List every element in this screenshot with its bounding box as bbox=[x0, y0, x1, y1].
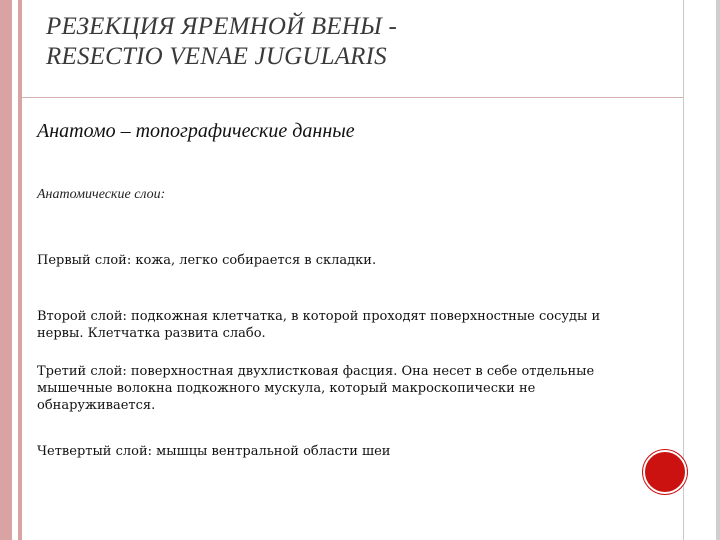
title-divider bbox=[22, 97, 683, 98]
slide-title-line-2: RESECTIO VENAE JUGULARIS bbox=[46, 43, 387, 70]
slide-title-line-1: РЕЗЕКЦИЯ ЯРЕМНОЙ ВЕНЫ - bbox=[46, 13, 398, 40]
right-frame-band bbox=[716, 0, 720, 540]
slide-subtitle: Анатомо – топографические данные bbox=[37, 120, 355, 142]
layer-3-text: Третий слой: поверхностная двухлистковая фасция. Она несет в себе отдельные мышечные волокна подкожного мускула, который макроскопически не обнаруживается. bbox=[37, 364, 595, 413]
layer-2-text: Второй слой: подкожная клетчатка, в которой проходят поверхностные сосуды и нервы. Клетчатка развита слабо. bbox=[37, 309, 601, 341]
layer-1-text: Первый слой: кожа, легко собирается в складки. bbox=[37, 253, 377, 268]
decorative-red-circle bbox=[643, 450, 687, 494]
layers-heading: Анатомические слои: bbox=[37, 187, 166, 202]
left-frame-band bbox=[0, 0, 12, 540]
layer-4-text: Четвертый слой: мышцы вентральной области шеи bbox=[37, 444, 391, 459]
slide-title bbox=[46, 12, 606, 72]
